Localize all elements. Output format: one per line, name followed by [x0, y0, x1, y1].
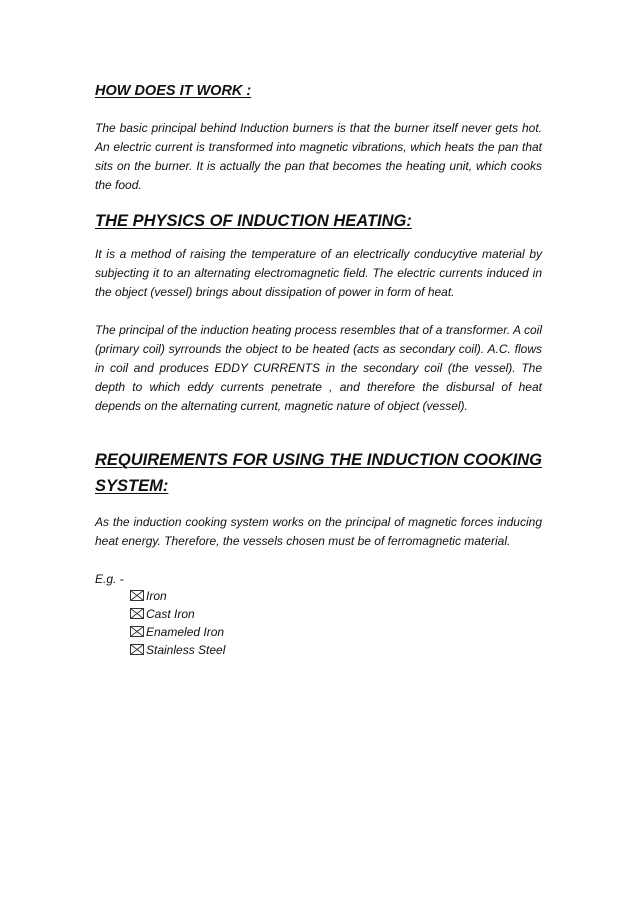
heading-physics-of-induction: THE PHYSICS OF INDUCTION HEATING: — [95, 212, 412, 230]
materials-list — [130, 587, 225, 659]
heading-how-does-it-work: HOW DOES IT WORK : — [95, 83, 252, 99]
list-item — [130, 587, 225, 605]
paragraph-how-it-works: The basic principal behind Induction burners is that the burner itself never gets hot. An electric current is transformed into magnetic vibrations, which heats the pan that sits on the burner. It is actually the pan that becomes the heating unit, which cooks the food. — [95, 121, 542, 192]
envelope-icon — [130, 644, 145, 656]
envelope-icon — [130, 590, 145, 602]
list-item — [130, 641, 225, 659]
heading-requirements: REQUIREMENTS FOR USING THE INDUCTION COOKING SYSTEM: — [95, 451, 542, 495]
list-item — [130, 623, 225, 641]
list-item-label: Iron — [146, 589, 167, 603]
example-label: E.g. - — [95, 572, 124, 586]
list-item-label: Cast Iron — [146, 607, 195, 621]
document-page — [95, 0, 542, 903]
list-item-label: Stainless Steel — [146, 643, 226, 657]
envelope-icon — [130, 626, 145, 638]
paragraph-physics-principal: The principal of the induction heating process resembles that of a transformer. A coil (primary coil) syrrounds the object to be heated (acts as secondary coil). A.C. flows in coil and produces EDDY CURRENTS in the secondary coil (the vessel). The depth to which eddy currents penetrate , and therefore the disbursal of heat depends on the alternating current, magnetic nature of object (vessel). — [95, 323, 542, 413]
list-item — [130, 605, 225, 623]
paragraph-requirements: As the induction cooking system works on the principal of magnetic forces inducing heat energy. Therefore, the vessels chosen must be of ferromagnetic material. — [95, 515, 542, 548]
list-item-label: Enameled Iron — [146, 625, 225, 639]
envelope-icon — [130, 608, 145, 620]
paragraph-physics-method: It is a method of raising the temperature of an electrically conducytive material by subjecting it to an alternating electromagnetic field. The electric currents induced in the object (vessel) brings about dissipation of power in form of heat. — [95, 247, 542, 299]
